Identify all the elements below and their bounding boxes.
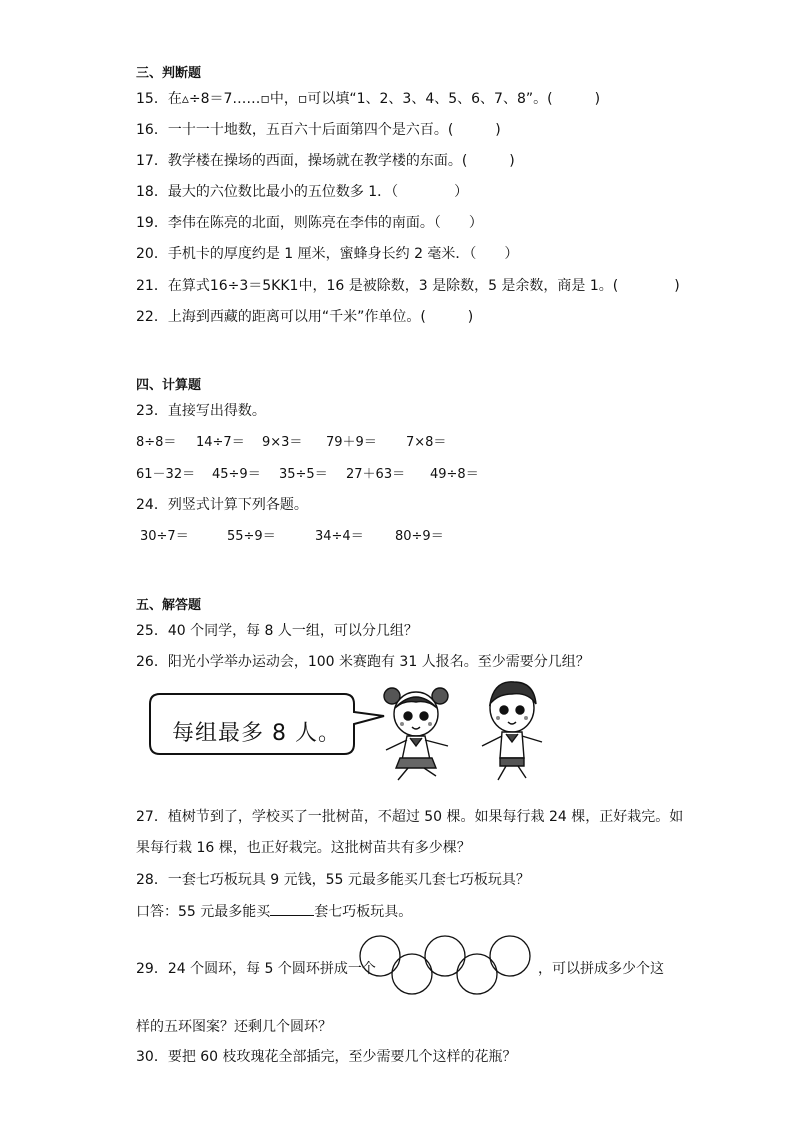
question-22: 22．上海到西藏的距离可以用“千米”作单位。( ) [136,309,474,325]
answer-suffix: 套七巧板玩具。 [314,904,413,920]
question-29-part2: ，可以拼成多少个这 [538,961,664,977]
calc-item: 55÷9＝ [227,529,276,544]
question-21: 21．在算式16÷3＝5KK1中，16 是被除数，3 是除数，5 是余数，商是 1。( ) [136,278,680,294]
calc-item: 80÷9＝ [395,529,444,544]
question-28: 28．一套七巧板玩具 9 元钱，55 元最多能买几套七巧板玩具？ [136,872,530,888]
calc-item: 35÷5＝ [279,467,328,482]
boy-illustration-icon [478,676,546,784]
calc-item: 7×8＝ [406,435,447,450]
question-17: 17．教学楼在操场的西面，操场就在教学楼的东面。( ) [136,153,515,169]
calc-item: 30÷7＝ [140,529,189,544]
calc-item: 61－32＝ [136,467,196,482]
question-20: 20．手机卡的厚度约是 1 厘米，蜜蜂身长约 2 毫米．（ ） [136,246,519,262]
answer-blank [270,903,314,916]
question-29-line2: 样的五环图案？还剩几个圆环？ [136,1019,332,1035]
question-19: 19．李伟在陈亮的北面，则陈亮在李伟的南面。（ ） [136,215,483,231]
section5-title: 五、解答题 [136,598,202,613]
question-23: 23．直接写出得数。 [136,403,266,419]
section3-title: 三、判断题 [136,66,202,81]
question-27-line1: 27．植树节到了，学校买了一批树苗，不超过 50 棵。如果每行栽 24 棵，正好栽完。如 [136,809,684,825]
calc-item: 8÷8＝ [136,435,177,450]
calc-item: 34÷4＝ [315,529,364,544]
calc-item: 14÷7＝ [196,435,245,450]
question-27-line2: 果每行栽 16 棵，也正好栽完。这批树苗共有多少棵？ [136,840,471,856]
section4-title: 四、计算题 [136,378,202,393]
question-26: 26．阳光小学举办运动会，100 米赛跑有 31 人报名。至少需要分几组？ [136,654,590,670]
calc-item: 49÷8＝ [430,467,479,482]
calc-item: 45÷9＝ [212,467,261,482]
question-24: 24．列竖式计算下列各题。 [136,497,308,513]
question-16: 16．一十一十地数，五百六十后面第四个是六百。( ) [136,122,501,138]
speech-bubble-text: 每组最多 8 人。 [172,721,341,746]
girl-illustration-icon [380,680,462,784]
question-25: 25．40 个同学，每 8 人一组，可以分几组？ [136,623,418,639]
calc-item: 9×3＝ [262,435,303,450]
five-rings-icon [358,932,538,998]
question-18: 18．最大的六位数比最小的五位数多 1．（ ） [136,184,469,200]
calc-item: 79＋9＝ [326,435,377,450]
question-28-answer [136,901,412,921]
question-30: 30．要把 60 枝玫瑰花全部插完，至少需要几个这样的花瓶？ [136,1049,517,1065]
calc-item: 27＋63＝ [346,467,406,482]
question-29-part1: 29．24 个圆环，每 5 个圆环拼成一个 [136,961,376,977]
answer-prefix: 口答：55 元最多能买 [136,904,271,920]
question-15: 15．在▵÷8＝7……▫中，▫可以填“1、2、3、4、5、6、7、8”。( ) [136,91,601,107]
